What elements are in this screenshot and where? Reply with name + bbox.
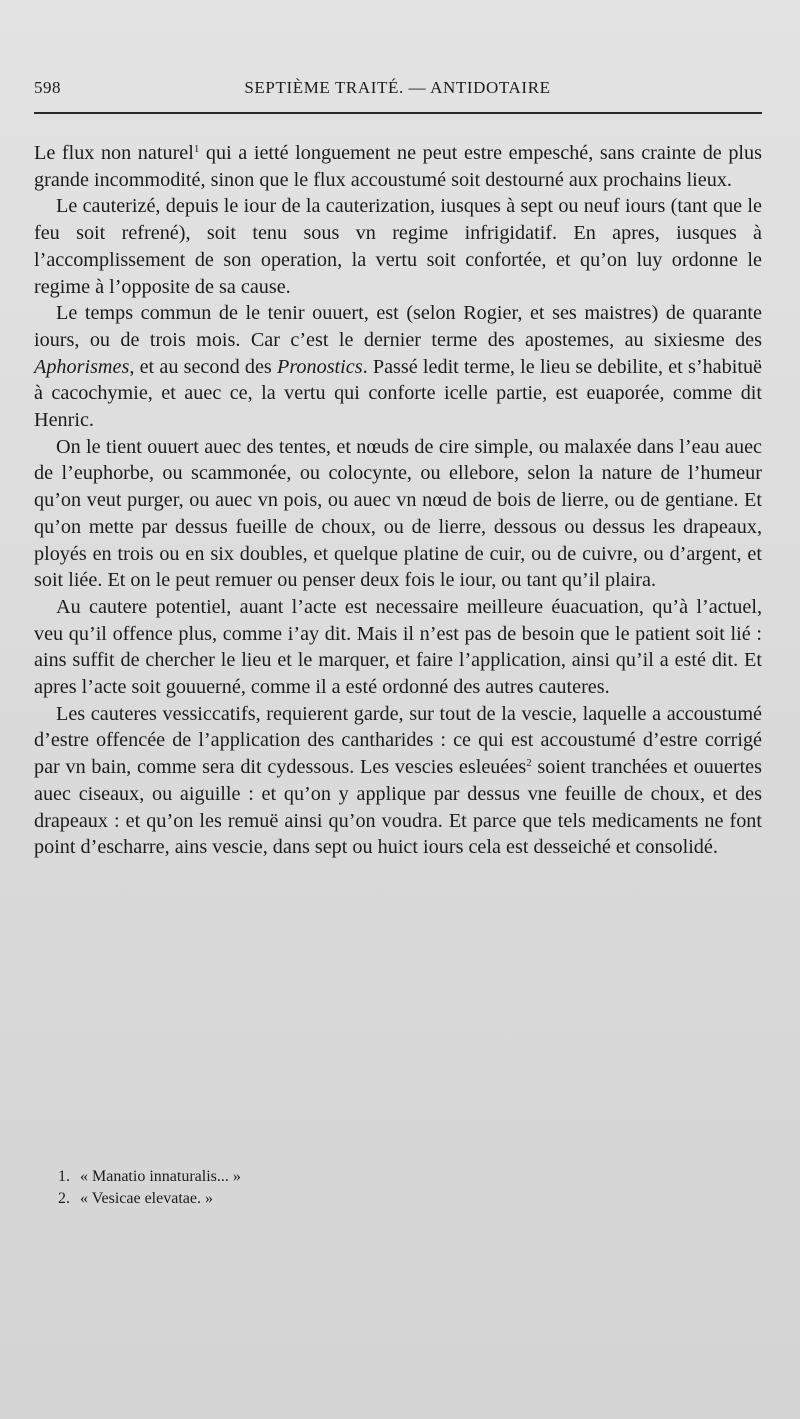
footnote-number: 1.	[58, 1168, 70, 1185]
page-number: 598	[34, 78, 61, 97]
text-segment: qui a ietté longuement ne peut estre empesché, sans crainte de plus grande incommodité, sinon que le flux accoustumé soit destourné aux prochains lieux.	[34, 142, 762, 191]
text-segment: soient tranchées et ouuertes auec ciseaux, ou aiguille : et qu’on y applique par dessus vne feuille de choux, et des drapeaux : et qu’on les remuë ainsi qu’on voudra. Et parce que tels medicaments ne font point d’escharre, ains vescie, dans sept ou huict iours cela est desseiché et consolidé.	[34, 756, 763, 859]
footnote-number: 2.	[58, 1190, 70, 1207]
running-title: SEPTIÈME TRAITÉ. — ANTIDOTAIRE	[244, 78, 551, 97]
paragraph	[34, 701, 762, 861]
text-segment: Le temps commun de le tenir ouuert, est (selon Rogier, et ses maistres) de quarante iours, ou de trois mois. Car c’est le dernier terme des apostemes, au sixiesme des	[34, 302, 762, 351]
footnote	[58, 1166, 698, 1188]
footnote-marker: 2	[526, 757, 532, 770]
text-segment: Le flux non naturel	[34, 142, 194, 164]
italic-title: Pronostics	[276, 355, 363, 378]
footnotes	[58, 1166, 698, 1210]
main-text	[34, 140, 762, 861]
text-segment: On le tient ouuert auec des tentes, et nœuds de cire simple, ou malaxée dans l’eau auec de l’euphorbe, ou scammonée, ou colocynte, ou ellebore, selon la nature de l’humeur qu’on veut purger, ou auec vn pois, ou auec vn nœud de bois de lierre, ou de gentiane. Et qu’on mette par dessus fueille de choux, ou de lierre, dessous ou dessus les drapeaux, ployés en trois ou en six doubles, et quelque platine de cuir, ou de cuivre, ou d’argent, et soit liée. Et on le peut remuer ou penser deux fois le iour, ou tant qu’il plaira.	[34, 435, 762, 592]
footnote	[58, 1188, 698, 1210]
text-segment: Les cauteres vessiccatifs, requierent garde, sur tout de la vescie, laquelle a accoustumé d’estre offencée de l’application des cantharides : ce qui est accoustumé d’estre corrigé par vn bain, comme sera dit cydessous. Les vescies esleuées	[34, 702, 762, 779]
page-header	[34, 74, 761, 104]
text-segment: . Passé ledit terme, le lieu se debilite, et s’habituë à cacochymie, et auec ce, la vertu qui conforte icelle partie, est euaporée, comme dit Henric.	[34, 355, 762, 432]
footnote-text: « Manatio innaturalis... »	[80, 1168, 241, 1185]
text-segment: Au cautere potentiel, auant l’acte est necessaire meilleure éuacuation, qu’à l’actuel, veu qu’il offence plus, comme i’ay dit. Mais il n’est pas de besoin que le patient soit lié : ains suffit de chercher le lieu et le marquer, et faire l’application, ainsi qu’il a esté dit. Et apres l’acte soit gouuerné, comme il a esté ordonné des autres cauteres.	[34, 595, 762, 699]
text-segment: , et au second des	[129, 355, 277, 378]
paragraph	[34, 140, 762, 193]
paragraph	[34, 594, 762, 701]
italic-title: Aphorismes	[34, 355, 130, 378]
paragraph	[34, 434, 762, 594]
paragraph	[34, 300, 762, 434]
footnote-marker: 1	[193, 143, 200, 155]
footnote-text: « Vesicae elevatae. »	[80, 1190, 213, 1207]
paragraph	[34, 193, 762, 300]
text-segment: Le cauterizé, depuis le iour de la cauterization, iusques à sept ou neuf iours (tant que le feu soit refrené), soit tenu sous vn regime infrigidatif. En apres, iusques à l’accomplissement de son operation, la vertu soit confortée, et qu’on luy ordonne le regime à l’opposite de sa cause.	[34, 195, 762, 298]
header-rule	[34, 112, 762, 114]
